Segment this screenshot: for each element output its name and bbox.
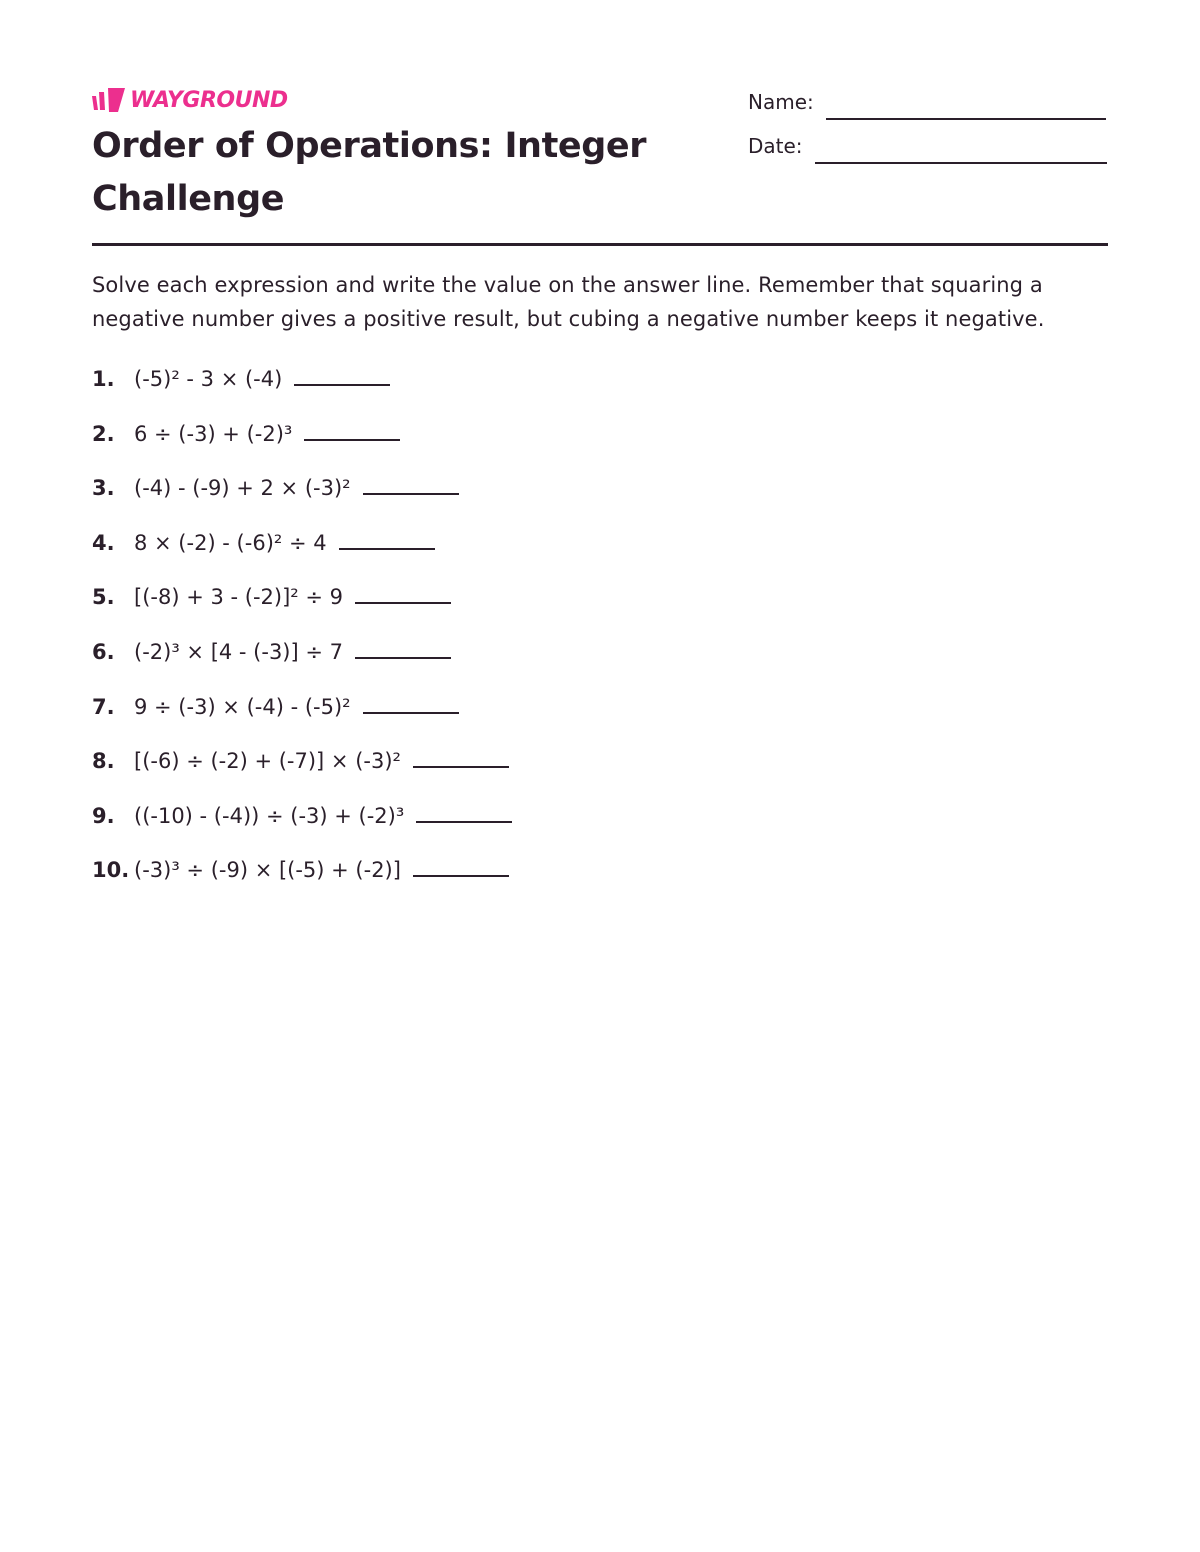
question-expression: (-2)³ × [4 - (-3)] ÷ 7 (134, 639, 343, 664)
question-expression: 6 ÷ (-3) + (-2)³ (134, 421, 293, 446)
question-expression: [(-8) + 3 - (-2)]² ÷ 9 (134, 585, 343, 610)
question-expression: (-4) - (-9) + 2 × (-3)² (134, 476, 351, 501)
instructions: Solve each expression and write the value on the answer line. Remember that squaring a negative number gives a positive result, but cubing a negative number keeps it negative. (92, 273, 1045, 331)
answer-line[interactable] (413, 853, 509, 877)
question-expression: [(-6) ÷ (-2) + (-7)] × (-3)² (134, 749, 401, 774)
question-number: 6. (92, 639, 115, 664)
page-title: Order of Operations: Integer Challenge (92, 126, 647, 219)
answer-line[interactable] (413, 744, 509, 768)
answer-line[interactable] (339, 526, 435, 550)
answer-line[interactable] (355, 635, 451, 659)
wayground-logo-icon (92, 88, 126, 112)
question-item (92, 417, 992, 472)
question-item (92, 690, 992, 745)
answer-line[interactable] (363, 471, 459, 495)
question-number: 5. (92, 585, 115, 610)
question-item (92, 526, 992, 581)
question-item (92, 853, 992, 908)
question-number: 3. (92, 476, 115, 501)
header-divider (92, 243, 1108, 246)
question-number: 4. (92, 530, 115, 555)
question-number: 9. (92, 803, 115, 828)
question-number: 8. (92, 749, 115, 774)
question-expression: 9 ÷ (-3) × (-4) - (-5)² (134, 694, 351, 719)
question-number: 10. (92, 858, 130, 883)
question-list (92, 362, 992, 908)
question-number: 2. (92, 421, 115, 446)
answer-line[interactable] (304, 417, 400, 441)
question-expression: 8 × (-2) - (-6)² ÷ 4 (134, 530, 327, 555)
answer-line[interactable] (294, 362, 390, 386)
name-answer-line[interactable] (826, 118, 1106, 120)
answer-line[interactable] (363, 690, 459, 714)
date-answer-line[interactable] (815, 162, 1107, 164)
answer-line[interactable] (416, 799, 512, 823)
question-expression: (-3)³ ÷ (-9) × [(-5) + (-2)] (134, 858, 401, 883)
question-item (92, 799, 992, 854)
name-label: Name: (748, 90, 814, 114)
date-label: Date: (748, 134, 803, 158)
question-expression: ((-10) - (-4)) ÷ (-3) + (-2)³ (134, 803, 405, 828)
question-number: 1. (92, 367, 115, 391)
brand-name: WAYGROUND (130, 87, 288, 113)
question-item (92, 362, 992, 417)
question-item (92, 744, 992, 799)
date-field (748, 134, 1107, 158)
question-item (92, 471, 992, 526)
question-item (92, 635, 992, 690)
question-expression: (-5)² - 3 × (-4) (134, 367, 283, 391)
name-field (748, 90, 1106, 114)
brand-logo (92, 86, 288, 114)
answer-line[interactable] (355, 580, 451, 604)
question-number: 7. (92, 694, 115, 719)
question-item (92, 580, 992, 635)
